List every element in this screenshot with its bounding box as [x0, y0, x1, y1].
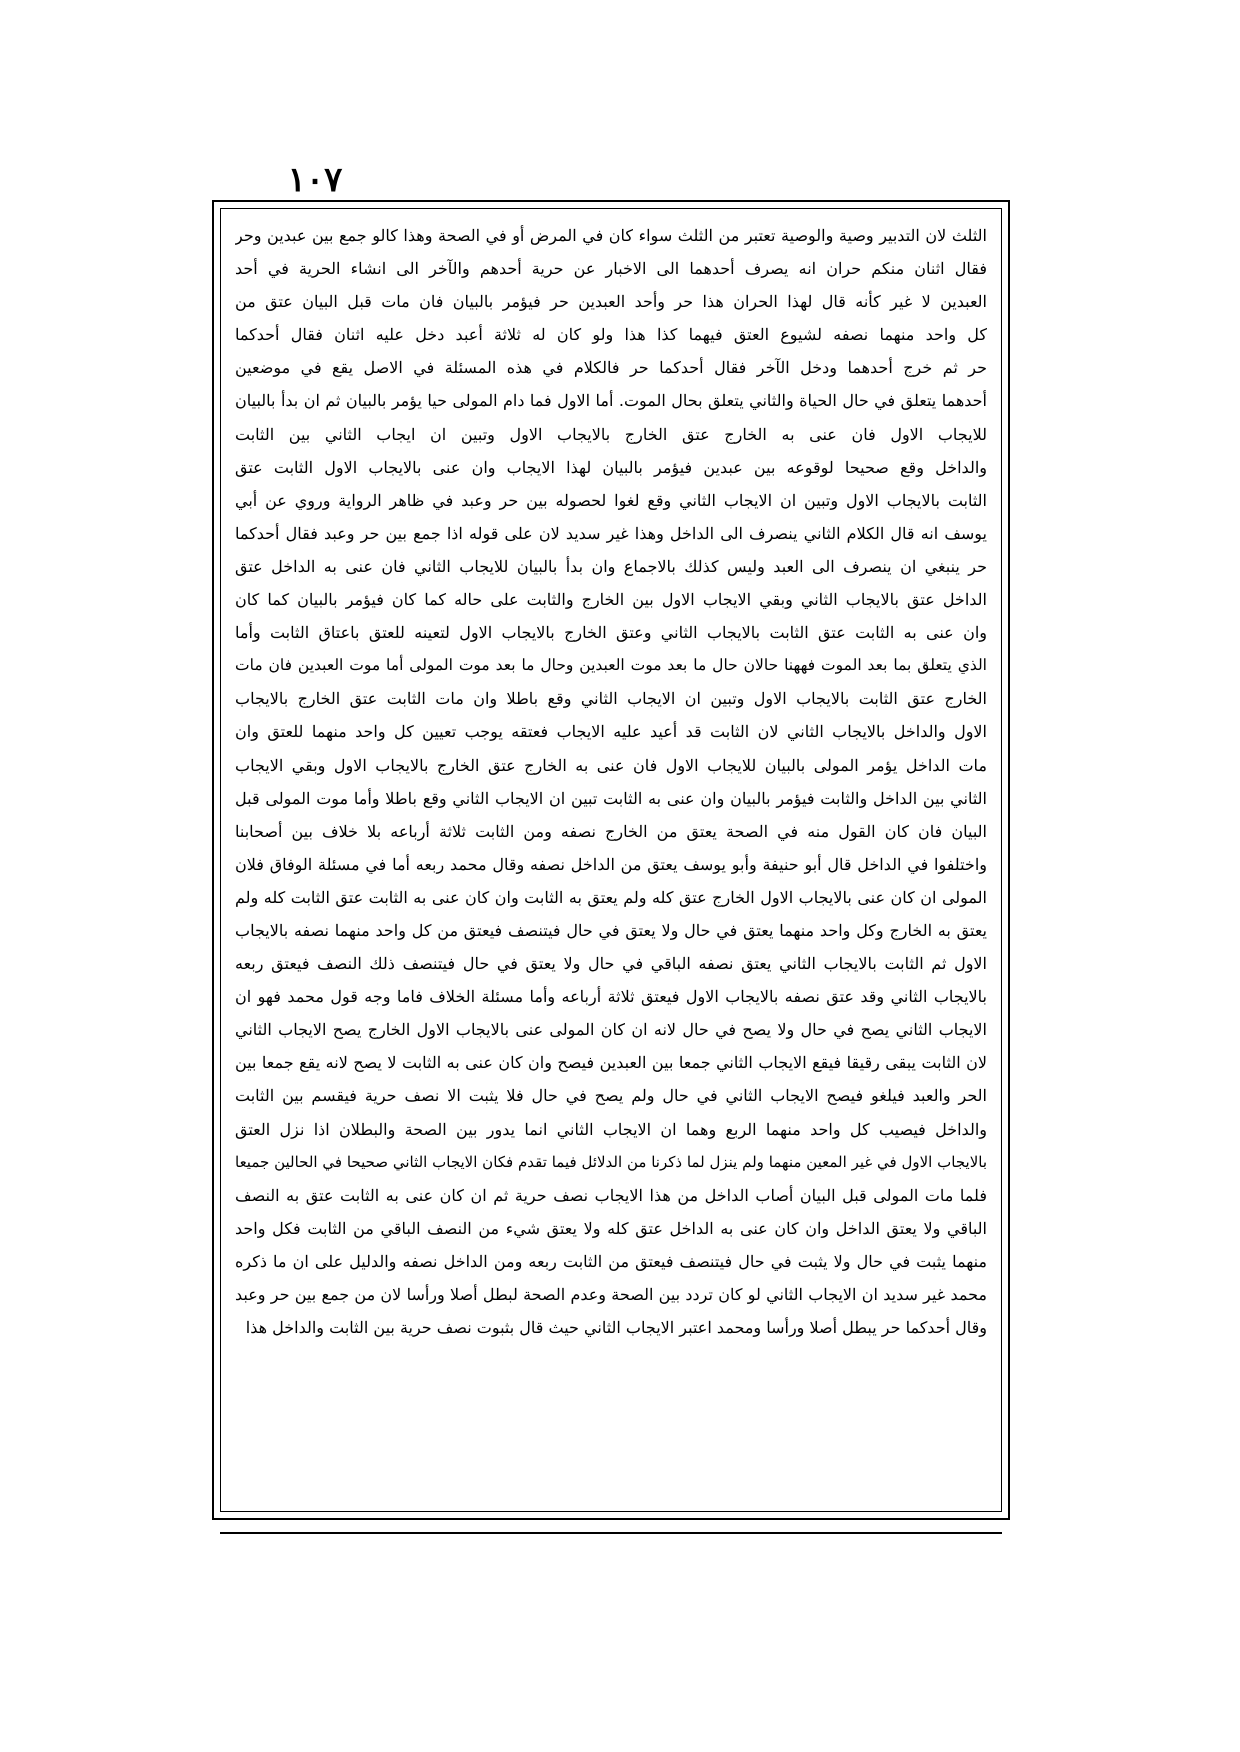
text-line: الاول ثم الثابت بالايجاب الثاني يعتق نصفه الباقي في حال ولا يعتق في حال فيتنصف ذلك النصف فيعتق ربعه: [235, 954, 987, 974]
text-line: يوسف انه قال الكلام الثاني ينصرف الى الداخل وهذا غير سديد لان على قوله اذا جمع بين حر وعبد فقال أحدكما: [235, 523, 987, 543]
text-line: والداخل فيصيب كل واحد منهما الربع وهما ان الايجاب الثاني انما يدور بين الصحة والبطلان اذا نزل العتق: [235, 1119, 987, 1139]
text-line: البيان فان كان القول منه في الصحة يعتق من الخارج نصفه ومن الثابت ثلاثة أرباعه بلا خلاف بين أصحابنا: [235, 821, 987, 841]
text-line: الداخل عتق بالايجاب الثاني وبقي الايجاب الاول بين الخارج والثابت على حاله كما كان فيؤمر بالبيان كما كان: [235, 590, 987, 610]
text-line: مات الداخل يؤمر المولى بالبيان للايجاب الاول فان عنى به الخارج عتق الخارج بالايجاب الاول وبقي الايجاب: [235, 755, 987, 775]
text-line: يعتق به الخارج وكل واحد منهما يعتق في حال ولا يعتق في حال فيتنصف فيعتق من كل واحد منهما نصفه بالايجاب: [235, 920, 987, 940]
text-line: حر ثم خرج أحدهما ودخل الآخر فقال أحدكما حر فالكلام في هذه المسئلة في الاصل يقع في موضعين: [235, 358, 987, 378]
text-line: الحر والعبد فيلغو فيصح الايجاب الثاني في حال ولم يصح في حال فلا يثبت الا نصف حرية فيقسم بين الثابت: [235, 1086, 987, 1106]
text-line: أحدهما يتعلق في حال الحياة والثاني يتعلق بحال الموت. أما الاول فما دام المولى حيا يؤمر بالبيان ثم ان بدأ بالبيان: [235, 391, 987, 411]
text-line: بالايجاب الثاني وقد عتق نصفه بالايجاب الاول فيعتق ثلاثة أرباعه وأما مسئلة الخلاف فاما وجه قول محمد فهو ان: [235, 987, 987, 1007]
text-line: وان عنى به الثابت عتق الثابت بالايجاب الثاني وعتق الخارج بالايجاب الاول لتعينه للعتق باعتاق الثابت وأما: [235, 623, 987, 643]
text-line: بالايجاب الاول في غير المعين منهما ولم ينزل لما ذكرنا من الدلائل فيما تقدم فكان الايجاب الثاني صحيحا في الحالين جميعا: [235, 1152, 987, 1171]
text-line: الايجاب الثاني يصح في حال ولا يصح في حال لانه ان كان المولى عنى بالايجاب الاول الخارج يصح الايجاب الثاني: [235, 1020, 987, 1040]
text-line: فقال اثنان منكم حران انه يصرف أحدهما الى الاخبار عن حرية أحدهم والآخر الى انشاء الحرية في أحد: [235, 259, 987, 279]
text-line: الاول والداخل بالايجاب الثاني لان الثابت قد أعيد عليه الايجاب فعتقه يوجب تعيين كل واحد منهما للعتق وان: [235, 722, 987, 742]
text-line: الثابت بالايجاب الاول وتبين ان الايجاب الثاني وقع لغوا لحصوله بين حر وعبد في ظاهر الرواية وروي عن أبي: [235, 490, 987, 510]
text-line: كل واحد منهما نصفه لشيوع العتق فيهما كذا هذا ولو كان له ثلاثة أعبد دخل عليه اثنان فقال أحدكما: [235, 325, 987, 345]
page-number: ١٠٧: [287, 160, 343, 200]
text-line: حر ينبغي ان ينصرف الى العبد وليس كذلك بالاجماع وان بدأ بالبيان للايجاب الثاني فان عنى به الداخل عتق: [235, 556, 987, 576]
text-line: الباقي ولا يعتق الداخل وان كان عنى به الداخل عتق كله ولا يعتق شيء من النصف الباقي من الثابت فكل واحد: [235, 1218, 987, 1238]
text-line: وقال أحدكما حر يبطل أصلا ورأسا ومحمد اعتبر الايجاب الثاني حيث قال بثبوت نصف حرية بين الثابت والداخل هذا: [245, 1318, 987, 1338]
text-line: والداخل وقع صحيحا لوقوعه بين عبدين فيؤمر بالبيان لهذا الايجاب وان عنى بالايجاب الاول الثابت عتق: [235, 457, 987, 477]
text-line: العبدين لا غير كأنه قال لهذا الحران هذا حر وأحد العبدين حر فيؤمر بالبيان فان مات قبل البيان عتق من: [235, 292, 987, 312]
text-line: فلما مات المولى قبل البيان أصاب الداخل من هذا الايجاب نصف حرية ثم ان كان عنى به الثابت عتق به النصف: [235, 1185, 987, 1205]
text-line: محمد غير سديد ان الايجاب الثاني لو كان تردد بين الصحة وعدم الصحة لبطل أصلا ورأسا لان من جمع بين حر وعبد: [235, 1285, 987, 1304]
text-line: المولى ان كان عنى بالايجاب الاول الخارج عتق كله ولم يعتق به الثابت وان كان عنى به الثابت عتق الثابت كله ولم: [235, 887, 987, 907]
text-line: واختلفوا في الداخل قال أبو حنيفة وأبو يوسف يعتق من الداخل نصفه وقال محمد ربعه أما في مسئلة الوفاق فلان: [235, 854, 987, 874]
text-frame: [212, 200, 1010, 1520]
text-line: منهما يثبت في حال ولا يثبت في حال فيتنصف فيعتق من الثابت ربعه ومن الداخل نصفه والدليل على ان ما ذكره: [235, 1251, 987, 1271]
text-line: الثلث لان التدبير وصية والوصية تعتبر من الثلث سواء كان في المرض أو في الصحة وهذا كالو جمع بين عبدين وحر: [235, 226, 987, 245]
text-line: الثاني بين الداخل والثابت فيؤمر بالبيان وان عنى به الثابت تبين ان الايجاب الثاني وقع باطلا وأما موت المولى قبل: [235, 788, 987, 808]
text-line: لان الثابت يبقى رقيقا فيقع الايجاب الثاني جمعا بين العبدين فيصح وان كان عنى به الثابت لا يصح لانه يقع جمعا بين: [235, 1053, 987, 1073]
text-frame-inner-border: [220, 208, 1002, 1512]
text-line: الخارج عتق الثابت بالايجاب الاول وتبين ان الايجاب الثاني وقع باطلا وان مات الثابت عتق الخارج بالايجاب: [235, 689, 987, 709]
body-text: [235, 219, 987, 1501]
text-line: للايجاب الاول فان عنى به الخارج عتق الخارج بالايجاب الاول وتبين ان ايجاب الثاني بين الثابت: [235, 424, 987, 444]
text-line: الذي يتعلق بما بعد الموت فههنا حالان حال ما بعد موت العبدين وحال ما بعد موت المولى أما موت العبدين فان مات: [235, 656, 987, 675]
